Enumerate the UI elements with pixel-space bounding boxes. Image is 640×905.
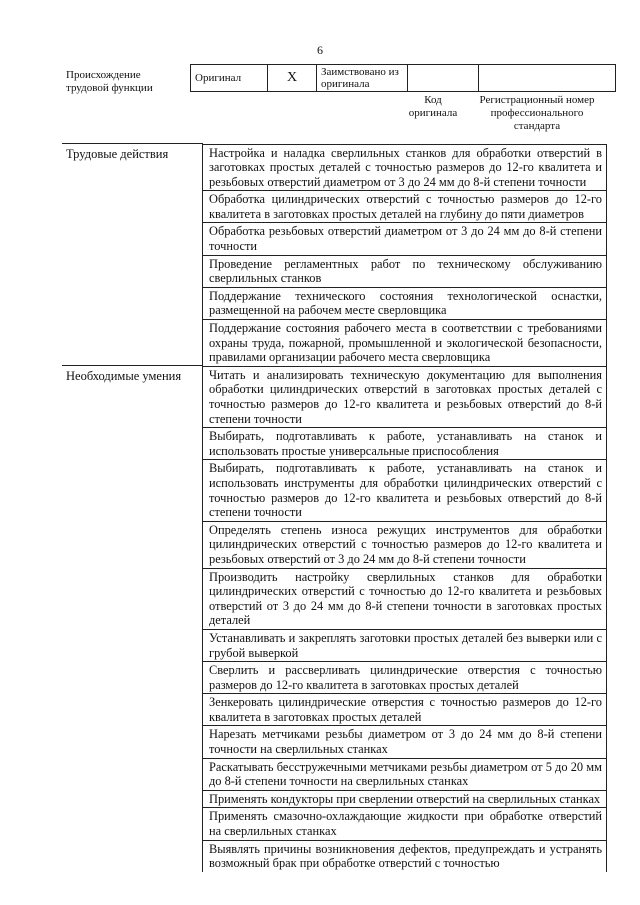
list-item: Определять степень износа режущих инструментов для обработки цилиндрических отверстий с точностью размеров до 12-го квалитета и резьбовых отверстий от 3 до 24 мм до 8-й степени точности xyxy=(203,521,606,568)
original-label: Оригинал xyxy=(195,72,242,84)
section-items xyxy=(203,366,608,872)
reg-caption: Регистрационный номер профессионального стандарта xyxy=(479,94,595,132)
borrowed-cell xyxy=(317,65,408,92)
list-item: Сверлить и рассверливать цилиндрические отверстия с точностью размеров до 12-го квалитета в заготовках простых деталей xyxy=(203,661,606,693)
section-row xyxy=(62,366,607,872)
list-item: Обработка резьбовых отверстий диаметром от 3 до 24 мм до 8-й степени точности xyxy=(203,222,606,254)
code-cell xyxy=(408,65,479,92)
section-title: Трудовые действия xyxy=(62,144,203,366)
origin-table xyxy=(190,64,616,92)
list-item: Настройка и наладка сверлильных станков для обработки отверстий в заготовках простых деталей с точностью размеров до 12-го квалитета и резьбовых отверстий диаметром от 3 до 24 мм до 8-й степени точности xyxy=(203,144,606,191)
list-item: Применять смазочно-охлаждающие жидкости при обработке отверстий на сверлильных станках xyxy=(203,807,606,839)
original-cell xyxy=(191,65,268,92)
list-item: Поддержание состояния рабочего места в соответствии с требованиями охраны труда, пожарной, промышленной и экологической безопасности, правилами организации рабочего места сверловщика xyxy=(203,319,606,366)
list-item: Обработка цилиндрических отверстий с точностью размеров до 12-го квалитета в заготовках простых деталей на глубину до пяти диаметров xyxy=(203,190,606,222)
list-item: Проведение регламентных работ по техническому обслуживанию сверлильных станков xyxy=(203,255,606,287)
code-caption: Код оригинала xyxy=(408,94,458,119)
list-item: Зенкеровать цилиндрические отверстия с точностью размеров до 12-го квалитета в заготовках простых деталей xyxy=(203,693,606,725)
section-row xyxy=(62,144,607,366)
reg-number-cell xyxy=(479,65,616,92)
list-item: Читать и анализировать техническую документацию для выполнения обработки цилиндрических отверстий в заготовках простых деталей с точностью размеров до 12-го квалитета и резьбовых отверстий до 8-й степени точности xyxy=(203,366,606,427)
page-number: 6 xyxy=(317,43,323,57)
labor-function-table xyxy=(62,143,607,872)
list-item: Нарезать метчиками резьбы диаметром от 3 до 24 мм до 8-й степени точности на сверлильных станках xyxy=(203,725,606,757)
list-item: Поддержание технического состояния технологической оснастки, размещенной на рабочем месте сверловщика xyxy=(203,287,606,319)
list-item: Выбирать, подготавливать к работе, устанавливать на станок и использовать простые универсальные приспособления xyxy=(203,427,606,459)
section-items xyxy=(203,144,608,366)
original-mark: X xyxy=(286,70,298,85)
section-title: Необходимые умения xyxy=(62,366,203,872)
list-item: Выявлять причины возникновения дефектов, предупреждать и устранять возможный брак при обработке отверстий с точностью xyxy=(203,840,606,872)
list-item: Раскатывать бесстружечными метчиками резьбы диаметром от 5 до 20 мм до 8-й степени точности на сверлильных станках xyxy=(203,758,606,790)
list-item: Применять кондукторы при сверлении отверстий на сверлильных станках xyxy=(203,790,606,808)
original-mark-cell xyxy=(268,65,317,92)
list-item: Выбирать, подготавливать к работе, устанавливать на станок и использовать инструменты для обработки цилиндрических отверстий с точностью размеров до 12-го квалитета и резьбовых отверстий до 8-й степени точности xyxy=(203,459,606,520)
list-item: Устанавливать и закреплять заготовки простых деталей без выверки или с грубой выверкой xyxy=(203,629,606,661)
list-item: Производить настройку сверлильных станков для обработки цилиндрических отверстий с точностью до 12-го квалитета и резьбовых отверстий от 3 до 24 мм до 8-й степени точности в заготовках простых деталей xyxy=(203,568,606,629)
origin-label: Происхождение трудовой функции xyxy=(66,69,153,94)
borrowed-label: Заимствовано из оригинала xyxy=(321,66,399,90)
